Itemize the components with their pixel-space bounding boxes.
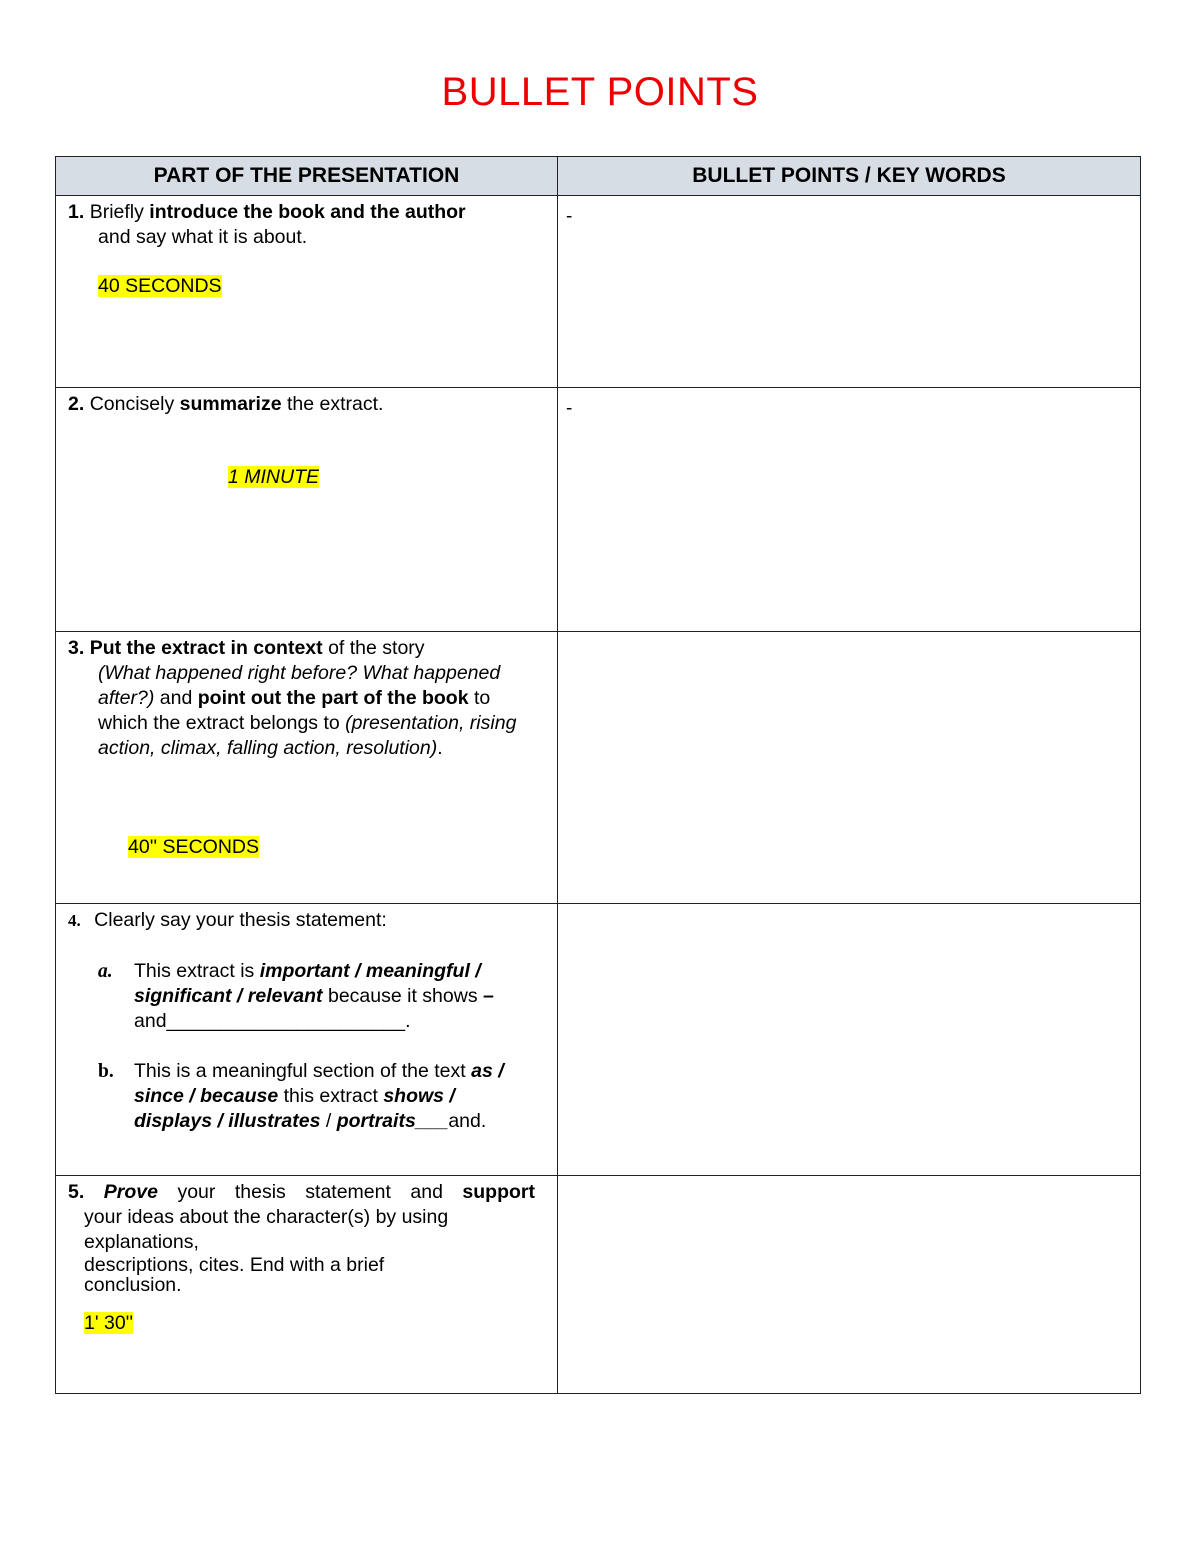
option-b (68, 1059, 557, 1134)
bullet-cell-3[interactable] (558, 632, 1141, 904)
option-label: a. (98, 961, 113, 982)
item-number: 4. (68, 911, 81, 930)
text: your ideas about the character(s) by using explanations, (84, 1206, 449, 1253)
text: and (159, 687, 193, 709)
text: This is a meaningful section of the text (134, 1060, 466, 1082)
text-bold: Put the extract in context (89, 637, 323, 659)
text: and say what it is about. (98, 226, 308, 248)
item-number: 2. (68, 393, 85, 415)
header-row (56, 157, 1141, 196)
table-row (56, 196, 1141, 388)
text-bold: – (483, 985, 494, 1007)
text: and. (448, 1110, 487, 1132)
text-bold-italic: important / meaningful / significant / relevant (134, 960, 481, 1007)
table-row (56, 904, 1141, 1176)
bullet-cell-2[interactable] (558, 388, 1141, 632)
time-badge: 40'' SECONDS (128, 836, 259, 858)
dash: - (566, 398, 573, 419)
bullet-cell-4[interactable] (558, 904, 1141, 1176)
text-bold-italic: as / since / because (134, 1060, 504, 1107)
text: this extract (283, 1085, 378, 1107)
bullet-cell-5[interactable] (558, 1176, 1141, 1394)
bullet-cell-1[interactable] (558, 196, 1141, 388)
option-a (68, 959, 557, 1034)
text-bold-italic: portraits___ (336, 1110, 449, 1132)
table-row (56, 1176, 1141, 1394)
text: your thesis statement and (177, 1181, 443, 1203)
time-badge: 1' 30'' (84, 1312, 134, 1334)
text: / (325, 1110, 332, 1132)
text-italic: (What happened right before? What happened after?) (98, 662, 501, 709)
text: . (437, 737, 443, 759)
text-bold: point out the part of the book (197, 687, 469, 709)
text: the extract. (286, 393, 384, 415)
dash: - (566, 206, 573, 227)
text: Concisely (89, 393, 175, 415)
text: and______________________. (134, 1010, 411, 1032)
text-bold: summarize (179, 393, 282, 415)
text: because it shows (327, 985, 478, 1007)
text: Briefly (89, 201, 144, 223)
part-cell-3 (56, 632, 558, 904)
part-cell-2 (56, 388, 558, 632)
page-title: BULLET POINTS (441, 70, 759, 114)
text-italic: (presentation, rising action, climax, falling action, resolution) (98, 712, 517, 759)
table-row (56, 388, 1141, 632)
header-bullet-points: BULLET POINTS / KEY WORDS (558, 157, 1141, 196)
text: Clearly say your thesis statement: (94, 909, 387, 931)
text-bold: support (462, 1181, 535, 1203)
part-cell-4 (56, 904, 558, 1176)
text: of the story (328, 637, 425, 659)
header-part: PART OF THE PRESENTATION (56, 157, 558, 196)
item-number: 5. (68, 1181, 85, 1203)
text: This extract is (134, 960, 255, 982)
text-bold: introduce the book and the author (149, 201, 466, 223)
part-cell-1 (56, 196, 558, 388)
item-number: 3. (68, 637, 85, 659)
part-cell-5 (56, 1176, 558, 1394)
text: descriptions, cites. End with a brief conclusion. (84, 1254, 385, 1296)
text: to which the extract belongs to (98, 687, 491, 734)
time-badge: 40 SECONDS (98, 275, 222, 297)
table-row (56, 632, 1141, 904)
text-bold-italic: Prove (103, 1181, 158, 1203)
time-badge: 1 MINUTE (228, 466, 320, 488)
presentation-table (55, 156, 1141, 1394)
item-number: 1. (68, 201, 85, 223)
text-bold-italic: shows / displays / illustrates (134, 1085, 455, 1132)
option-label: b. (98, 1061, 114, 1082)
